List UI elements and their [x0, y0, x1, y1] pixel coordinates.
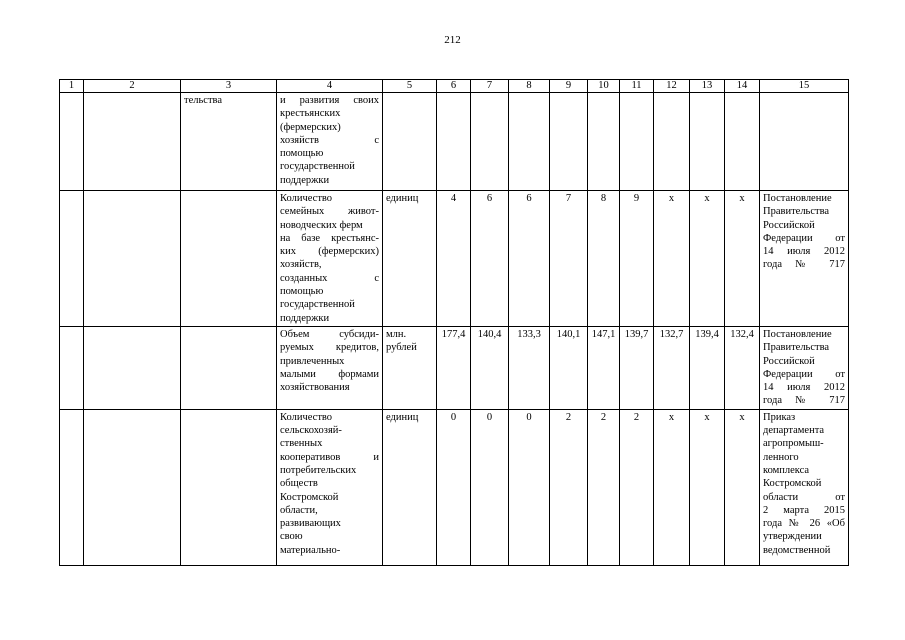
table-row	[60, 93, 849, 191]
source-line: Костромской	[763, 478, 822, 490]
value-cell-col-8: 0	[509, 409, 550, 565]
source-line: области от	[763, 491, 845, 503]
value-cell-col-14: 132,4	[725, 326, 760, 409]
value-cell-col-13	[690, 93, 725, 191]
value-cell-col-14: х	[725, 409, 760, 565]
value-cell-col-6	[437, 93, 471, 191]
unit-cell	[383, 93, 437, 191]
indicator-line: хозяйств,	[280, 259, 322, 271]
indicator-line: помощью	[280, 286, 324, 298]
value-cell-col-12: 132,7	[654, 326, 690, 409]
source-cell	[760, 409, 849, 565]
column-header-12: 12	[654, 80, 690, 93]
source-line: Правительства	[763, 206, 830, 218]
indicator-line: семейных живот-	[280, 206, 379, 218]
source-line: утверждении	[763, 531, 822, 543]
indicator-line: Объем субсиди-	[280, 328, 379, 340]
indicator-line: хозяйствования	[280, 382, 350, 394]
indicator-line: свою	[280, 531, 303, 543]
value-cell-col-8: 6	[509, 191, 550, 327]
value-cell-col-9: 140,1	[550, 326, 588, 409]
indicator-line: кооперативов и	[280, 451, 379, 463]
indicator-line: крестьянских	[280, 108, 341, 120]
indicator-line: развивающих	[280, 518, 341, 530]
indicator-line: ственных	[280, 438, 323, 450]
value-cell-col-14: х	[725, 191, 760, 327]
indicator-line: помощью	[280, 148, 324, 160]
column-header-1: 1	[60, 80, 84, 93]
indicator-cell	[277, 409, 383, 565]
value-cell-col-10: 2	[588, 409, 620, 565]
value-cell-col-13: 139,4	[690, 326, 725, 409]
source-line: года № 717	[763, 395, 845, 407]
indicator-line: (фермерских)	[280, 121, 341, 133]
value-cell-col-7: 6	[471, 191, 509, 327]
indicator-line: материально-	[280, 544, 341, 556]
table-row	[60, 409, 849, 565]
cell-col-1	[60, 191, 84, 327]
source-line: агропромыш-	[763, 438, 824, 450]
value-cell-col-6: 0	[437, 409, 471, 565]
column-header-3: 3	[181, 80, 277, 93]
column-header-13: 13	[690, 80, 725, 93]
cell-col-3	[181, 326, 277, 409]
value-cell-col-10: 8	[588, 191, 620, 327]
column-header-2: 2	[84, 80, 181, 93]
cell-col-2	[84, 409, 181, 565]
value-cell-col-12: х	[654, 409, 690, 565]
value-cell-col-10: 147,1	[588, 326, 620, 409]
indicator-line: созданных с	[280, 272, 379, 284]
indicator-cell	[277, 93, 383, 191]
indicator-line: новодческих ферм	[280, 219, 363, 231]
indicator-line: хозяйств с	[280, 134, 379, 146]
indicator-line: области,	[280, 504, 318, 516]
source-cell	[760, 191, 849, 327]
source-line: 14 июля 2012	[763, 382, 845, 394]
indicator-line: поддержки	[280, 312, 330, 324]
source-line: года № 26 «Об	[763, 518, 845, 530]
column-header-11: 11	[620, 80, 654, 93]
value-cell-col-9: 7	[550, 191, 588, 327]
indicator-line: поддержки	[280, 174, 330, 186]
source-cell	[760, 326, 849, 409]
cell-col-2	[84, 93, 181, 191]
value-cell-col-12: х	[654, 191, 690, 327]
value-cell-col-9: 2	[550, 409, 588, 565]
source-line: Федерации от	[763, 368, 845, 380]
source-line: ведомственной	[763, 544, 831, 556]
table-row	[60, 191, 849, 327]
value-cell-col-6: 177,4	[437, 326, 471, 409]
column-header-4: 4	[277, 80, 383, 93]
value-cell-col-9	[550, 93, 588, 191]
value-cell-col-13: х	[690, 409, 725, 565]
value-cell-col-11: 2	[620, 409, 654, 565]
indicator-line: государственной	[280, 299, 355, 311]
unit-cell: единиц	[383, 191, 437, 327]
column-header-7: 7	[471, 80, 509, 93]
indicator-line: на базе крестьянс-	[280, 232, 379, 244]
source-line: ленного	[763, 451, 799, 463]
cell-col-1	[60, 326, 84, 409]
source-line: Правительства	[763, 342, 830, 354]
value-cell-col-13: х	[690, 191, 725, 327]
cell-col-3	[181, 409, 277, 565]
value-cell-col-7: 140,4	[471, 326, 509, 409]
value-cell-col-7	[471, 93, 509, 191]
indicator-cell	[277, 191, 383, 327]
unit-cell: млн. рублей	[383, 326, 437, 409]
indicator-line: руемых кредитов,	[280, 342, 379, 354]
column-header-6: 6	[437, 80, 471, 93]
indicator-cell	[277, 326, 383, 409]
source-line: Постановление	[763, 328, 832, 340]
value-cell-col-6: 4	[437, 191, 471, 327]
value-cell-col-7: 0	[471, 409, 509, 565]
indicator-line: обществ	[280, 478, 318, 490]
column-header-14: 14	[725, 80, 760, 93]
unit-cell: единиц	[383, 409, 437, 565]
column-header-5: 5	[383, 80, 437, 93]
indicator-line: потребительских	[280, 464, 357, 476]
value-cell-col-8: 133,3	[509, 326, 550, 409]
header-row	[60, 80, 849, 93]
source-line: Федерации от	[763, 232, 845, 244]
source-line: Постановление	[763, 193, 832, 204]
cell-col-3: тельства	[181, 93, 277, 191]
source-line: комплекса	[763, 464, 810, 476]
cell-col-1	[60, 93, 84, 191]
cell-col-2	[84, 191, 181, 327]
value-cell-col-11: 139,7	[620, 326, 654, 409]
column-header-9: 9	[550, 80, 588, 93]
source-line: Российской	[763, 355, 815, 367]
indicator-line: государственной	[280, 161, 355, 173]
value-cell-col-12	[654, 93, 690, 191]
indicator-table	[59, 79, 849, 566]
column-header-15: 15	[760, 80, 849, 93]
indicator-line: Количество	[280, 193, 333, 204]
cell-col-3	[181, 191, 277, 327]
value-cell-col-8	[509, 93, 550, 191]
indicator-line: малыми формами	[280, 368, 379, 380]
indicator-line: сельскохозяй-	[280, 425, 342, 437]
indicator-line: Костромской	[280, 491, 339, 503]
page-number: 212	[444, 34, 461, 46]
indicator-line: привлеченных	[280, 355, 345, 367]
indicator-line: и развития своих	[280, 95, 379, 106]
indicator-line: ких (фермерских)	[280, 246, 379, 258]
cell-col-2	[84, 326, 181, 409]
source-cell	[760, 93, 849, 191]
indicator-line: Количество	[280, 411, 333, 423]
table-body	[60, 80, 849, 566]
source-line: года № 717	[763, 259, 845, 271]
value-cell-col-10	[588, 93, 620, 191]
table-row	[60, 326, 849, 409]
cell-col-1	[60, 409, 84, 565]
column-header-10: 10	[588, 80, 620, 93]
source-line: департамента	[763, 425, 825, 437]
source-line: 2 марта 2015	[763, 504, 845, 516]
source-line: 14 июля 2012	[763, 246, 845, 258]
value-cell-col-14	[725, 93, 760, 191]
value-cell-col-11	[620, 93, 654, 191]
value-cell-col-11: 9	[620, 191, 654, 327]
source-line: Российской	[763, 219, 815, 231]
source-line: Приказ	[763, 411, 796, 423]
column-header-8: 8	[509, 80, 550, 93]
